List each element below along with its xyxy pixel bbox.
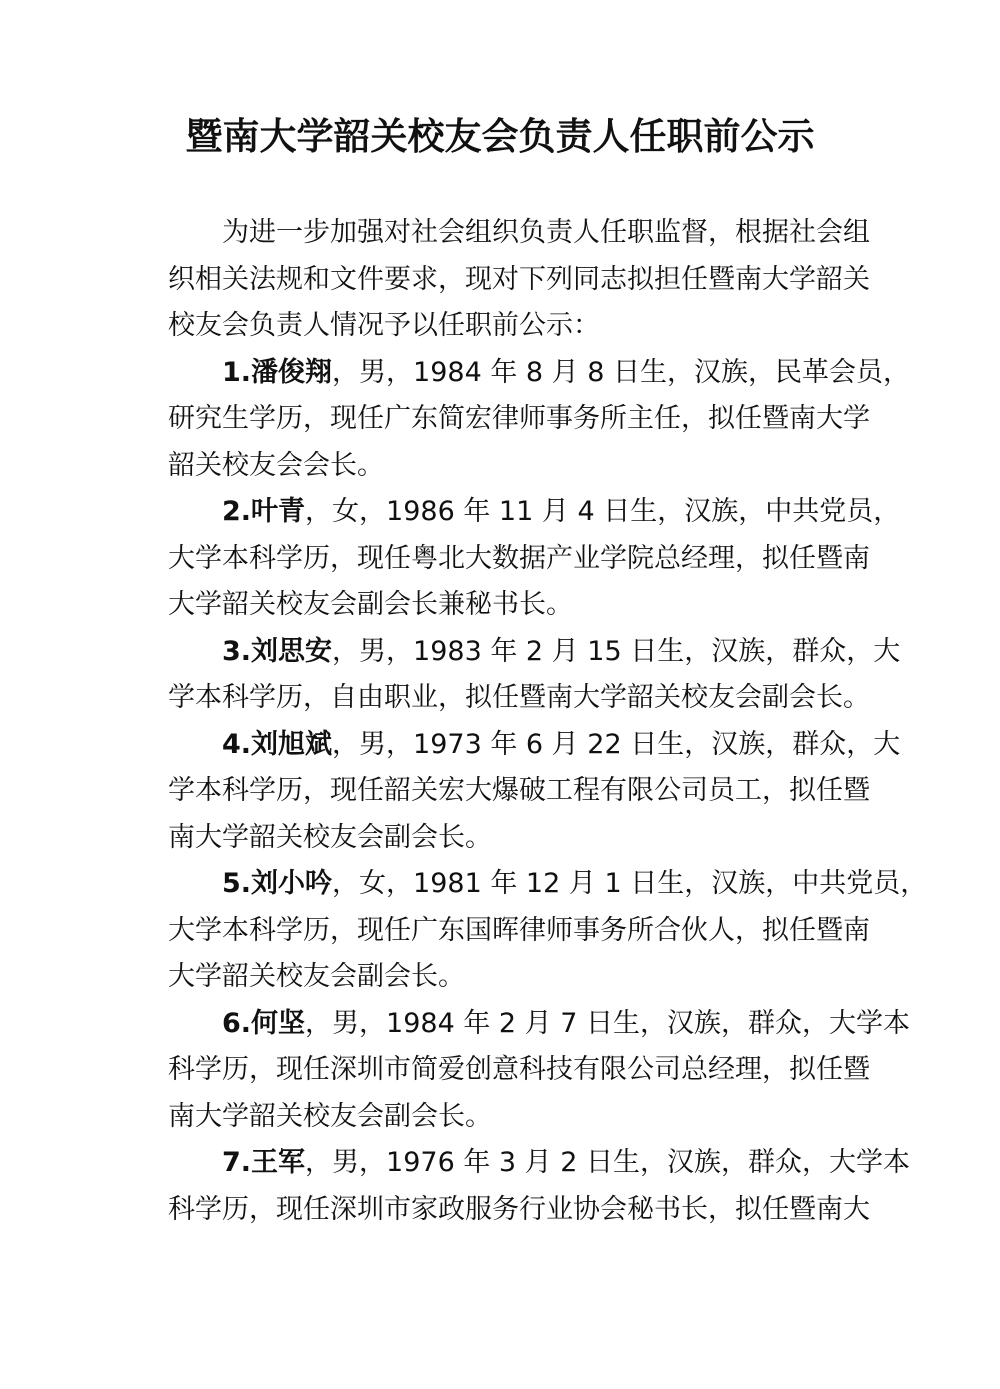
person-line — [168, 861, 928, 908]
person-text: ，男，1976 年 3 月 2 日生，汉族，群众，大学本 — [305, 1147, 911, 1178]
person-line: 韶关校友会会长。 — [168, 449, 384, 481]
person-line: 科学历，现任深圳市家政服务行业协会秘书长，拟任暨南大 — [168, 1193, 870, 1225]
person-text: ，女，1986 年 11 月 4 日生，汉族，中共党员， — [305, 496, 901, 527]
person-line — [168, 722, 901, 769]
document-body — [168, 210, 928, 1233]
person-line — [168, 629, 901, 676]
person-name: 1.潘俊翔 — [222, 356, 333, 388]
person-name: 2.叶青 — [222, 496, 306, 527]
intro-line: 织相关法规和文件要求，现对下列同志拟担任暨南大学韶关 — [168, 263, 870, 295]
person-line: 南大学韶关校友会副会长。 — [168, 1100, 492, 1132]
intro-line: 为进一步加强对社会组织负责人任职监督，根据社会组 — [222, 217, 870, 248]
person-name: 7.王军 — [222, 1147, 306, 1178]
person-text: ，男，1983 年 2 月 15 日生，汉族，群众，大 — [332, 635, 901, 667]
person-line — [168, 1001, 911, 1048]
person-line — [168, 350, 911, 397]
document-title: 暨南大学韶关校友会负责人任职前公示 — [185, 114, 815, 158]
person-text: ，男，1984 年 8 月 8 日生，汉族，民革会员， — [332, 356, 911, 388]
intro-line: 校友会负责人情况予以任职前公示： — [168, 310, 600, 341]
person-line: 大学本科学历，现任粤北大数据产业学院总经理，拟任暨南 — [168, 542, 870, 574]
person-line: 学本科学历，现任韶关宏大爆破工程有限公司员工，拟任暨 — [168, 775, 870, 806]
person-text: ，男，1973 年 6 月 22 日生，汉族，群众，大 — [332, 728, 901, 760]
person-name: 6.何坚 — [222, 1007, 306, 1039]
person-line: 大学韶关校友会副会长兼秘书长。 — [168, 589, 573, 620]
person-line: 研究生学历，现任广东简宏律师事务所主任，拟任暨南大学 — [168, 403, 870, 434]
person-line — [168, 489, 901, 536]
person-text: ，男，1984 年 2 月 7 日生，汉族，群众，大学本 — [305, 1007, 911, 1039]
person-line: 大学本科学历，现任广东国晖律师事务所合伙人，拟任暨南 — [168, 914, 870, 946]
person-text: ，女，1981 年 12 月 1 日生，汉族，中共党员， — [332, 868, 928, 899]
person-line: 学本科学历，自由职业，拟任暨南大学韶关校友会副会长。 — [168, 682, 870, 713]
person-name: 3.刘思安 — [222, 635, 333, 667]
person-name: 4.刘旭斌 — [222, 728, 333, 760]
person-name: 5.刘小吟 — [222, 868, 333, 899]
person-line: 南大学韶关校友会副会长。 — [168, 821, 492, 853]
person-line — [168, 1140, 911, 1187]
person-line: 大学韶关校友会副会长。 — [168, 961, 465, 992]
person-line: 科学历，现任深圳市简爱创意科技有限公司总经理，拟任暨 — [168, 1054, 870, 1085]
